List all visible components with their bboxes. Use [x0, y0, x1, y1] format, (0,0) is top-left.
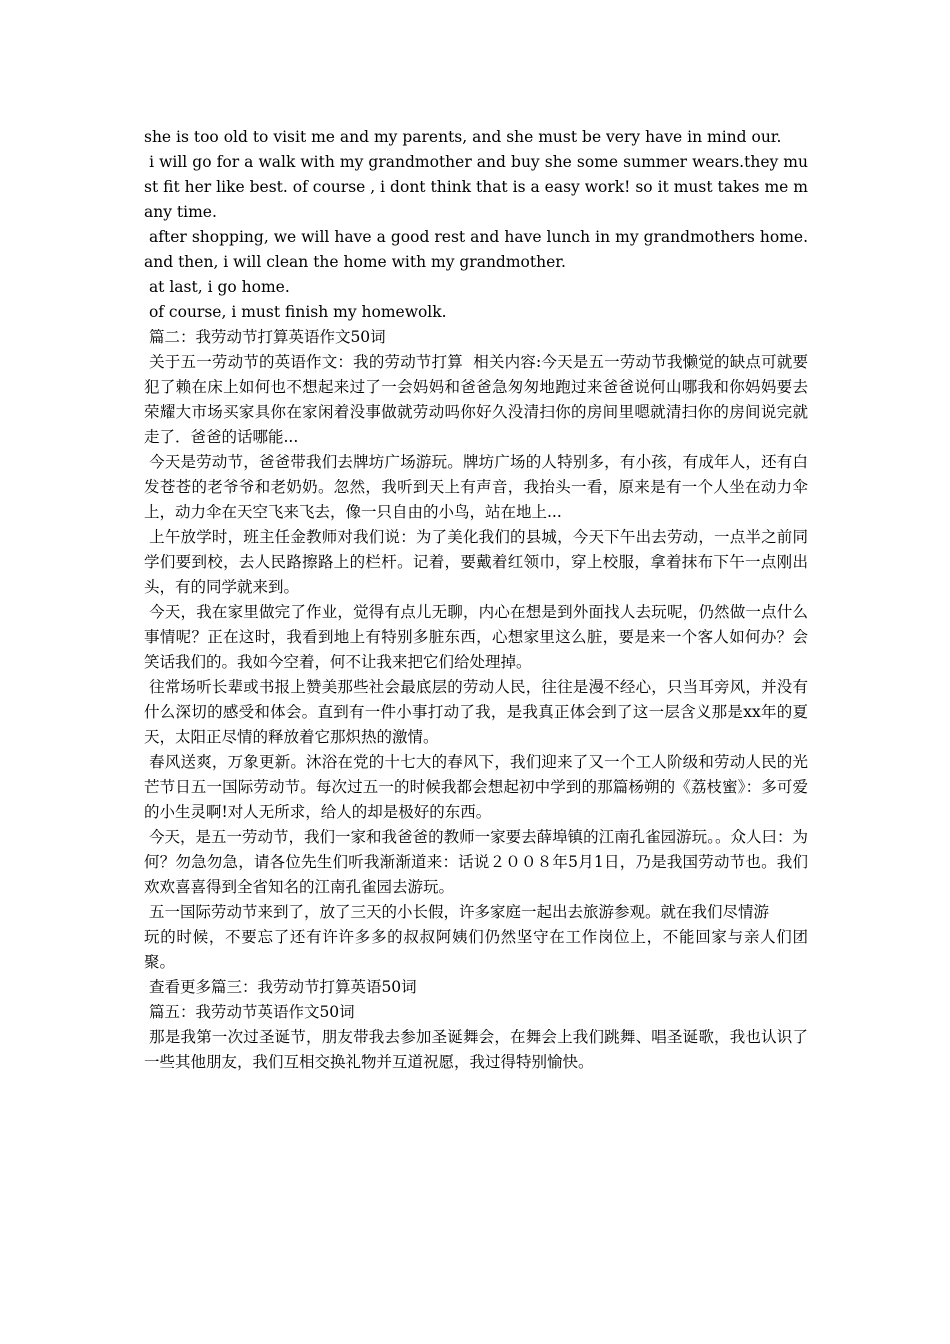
paragraph: 那是我第一次过圣诞节，朋友带我去参加圣诞舞会，在舞会上我们跳舞、唱圣诞歌，我也认识了一些其他朋友，我们互相交换礼物并互道祝愿，我过得特别愉快。 [144, 1028, 808, 1071]
paragraph: of course, i must finish my homewolk. [144, 303, 447, 321]
section-heading: 查看更多篇三：我劳动节打算英语50词 [144, 978, 417, 996]
section-heading: 篇五：我劳动节英语作文50词 [144, 1003, 355, 1021]
paragraph: 五一国际劳动节来到了，放了三天的小长假，许多家庭一起出去旅游参观。就在我们尽情游 [144, 903, 769, 921]
paragraph: 上午放学时，班主任金教师对我们说：为了美化我们的县城，今天下午出去劳动，一点半之前同学们要到校，去人民路擦路上的栏杆。记着，要戴着红领巾，穿上校服，拿着抹布下午一点刚出头，有的同学就来到。 [144, 528, 808, 596]
paragraph: 春风送爽，万象更新。沐浴在党的十七大的春风下，我们迎来了又一个工人阶级和劳动人民的光芒节日五一国际劳动节。每次过五一的时候我都会想起初中学到的那篇杨朔的《荔枝蜜》：多可爱的小生灵啊!对人无所求，给人的却是极好的东西。 [144, 753, 808, 821]
paragraph: 往常场听长辈或书报上赞美那些社会最底层的劳动人民，往往是漫不经心，只当耳旁风，并没有什么深切的感受和体会。直到有一件小事打动了我，是我真正体会到了这一层含义那是xx年的夏天，太阳正尽情的释放着它那炽热的激情。 [144, 678, 808, 746]
document-page [144, 125, 818, 1075]
paragraph: 玩的时候，不要忘了还有许许多多的叔叔阿姨们仍然坚守在工作岗位上，不能回家与亲人们团聚。 [144, 928, 808, 971]
paragraph: 今天是劳动节，爸爸带我们去牌坊广场游玩。牌坊广场的人特别多，有小孩，有成年人，还有白发苍苍的老爷爷和老奶奶。忽然，我听到天上有声音，我抬头一看，原来是有一个人坐在动力伞上，动力伞在天空飞来飞去，像一只自由的小鸟，站在地上... [144, 453, 808, 521]
paragraph: i will go for a walk with my grandmother and buy she some summer wears.they must fit her like best. of course , i dont think that is a easy work! so it must takes me many time. [144, 153, 808, 221]
paragraph: after shopping, we will have a good rest and have lunch in my grandmothers home. and then, i will clean the home with my grandmother. [144, 228, 818, 271]
paragraph: she is too old to visit me and my parents, and she must be very have in mind our. [144, 128, 782, 146]
paragraph: 今天，是五一劳动节，我们一家和我爸爸的教师一家要去薛埠镇的江南孔雀园游玩。。众人曰：为何？勿急勿急，请各位先生们听我渐渐道来：话说２００８年5月1日，乃是我国劳动节也。我们欢欢喜喜得到全省知名的江南孔雀园去游玩。 [144, 828, 808, 896]
paragraph: 今天，我在家里做完了作业，觉得有点儿无聊，内心在想是到外面找人去玩呢，仍然做一点什么事情呢？正在这时，我看到地上有特别多脏东西，心想家里这么脏，要是来一个客人如何办？会笑话我们的。我如今空着，何不让我来把它们给处理掉。 [144, 603, 808, 671]
paragraph: 关于五一劳动节的英语作文：我的劳动节打算 相关内容:今天是五一劳动节我懒觉的缺点可就要犯了赖在床上如何也不想起来过了一会妈妈和爸爸急匆匆地跑过来爸爸说何山哪我和你妈妈要去荣耀大市场买家具你在家闲着没事做就劳动吗你好久没清扫你的房间里嗯就清扫你的房间说完就走了．爸爸的话哪能... [144, 353, 808, 446]
paragraph: at last, i go home. [144, 278, 290, 296]
section-heading: 篇二：我劳动节打算英语作文50词 [144, 328, 386, 346]
